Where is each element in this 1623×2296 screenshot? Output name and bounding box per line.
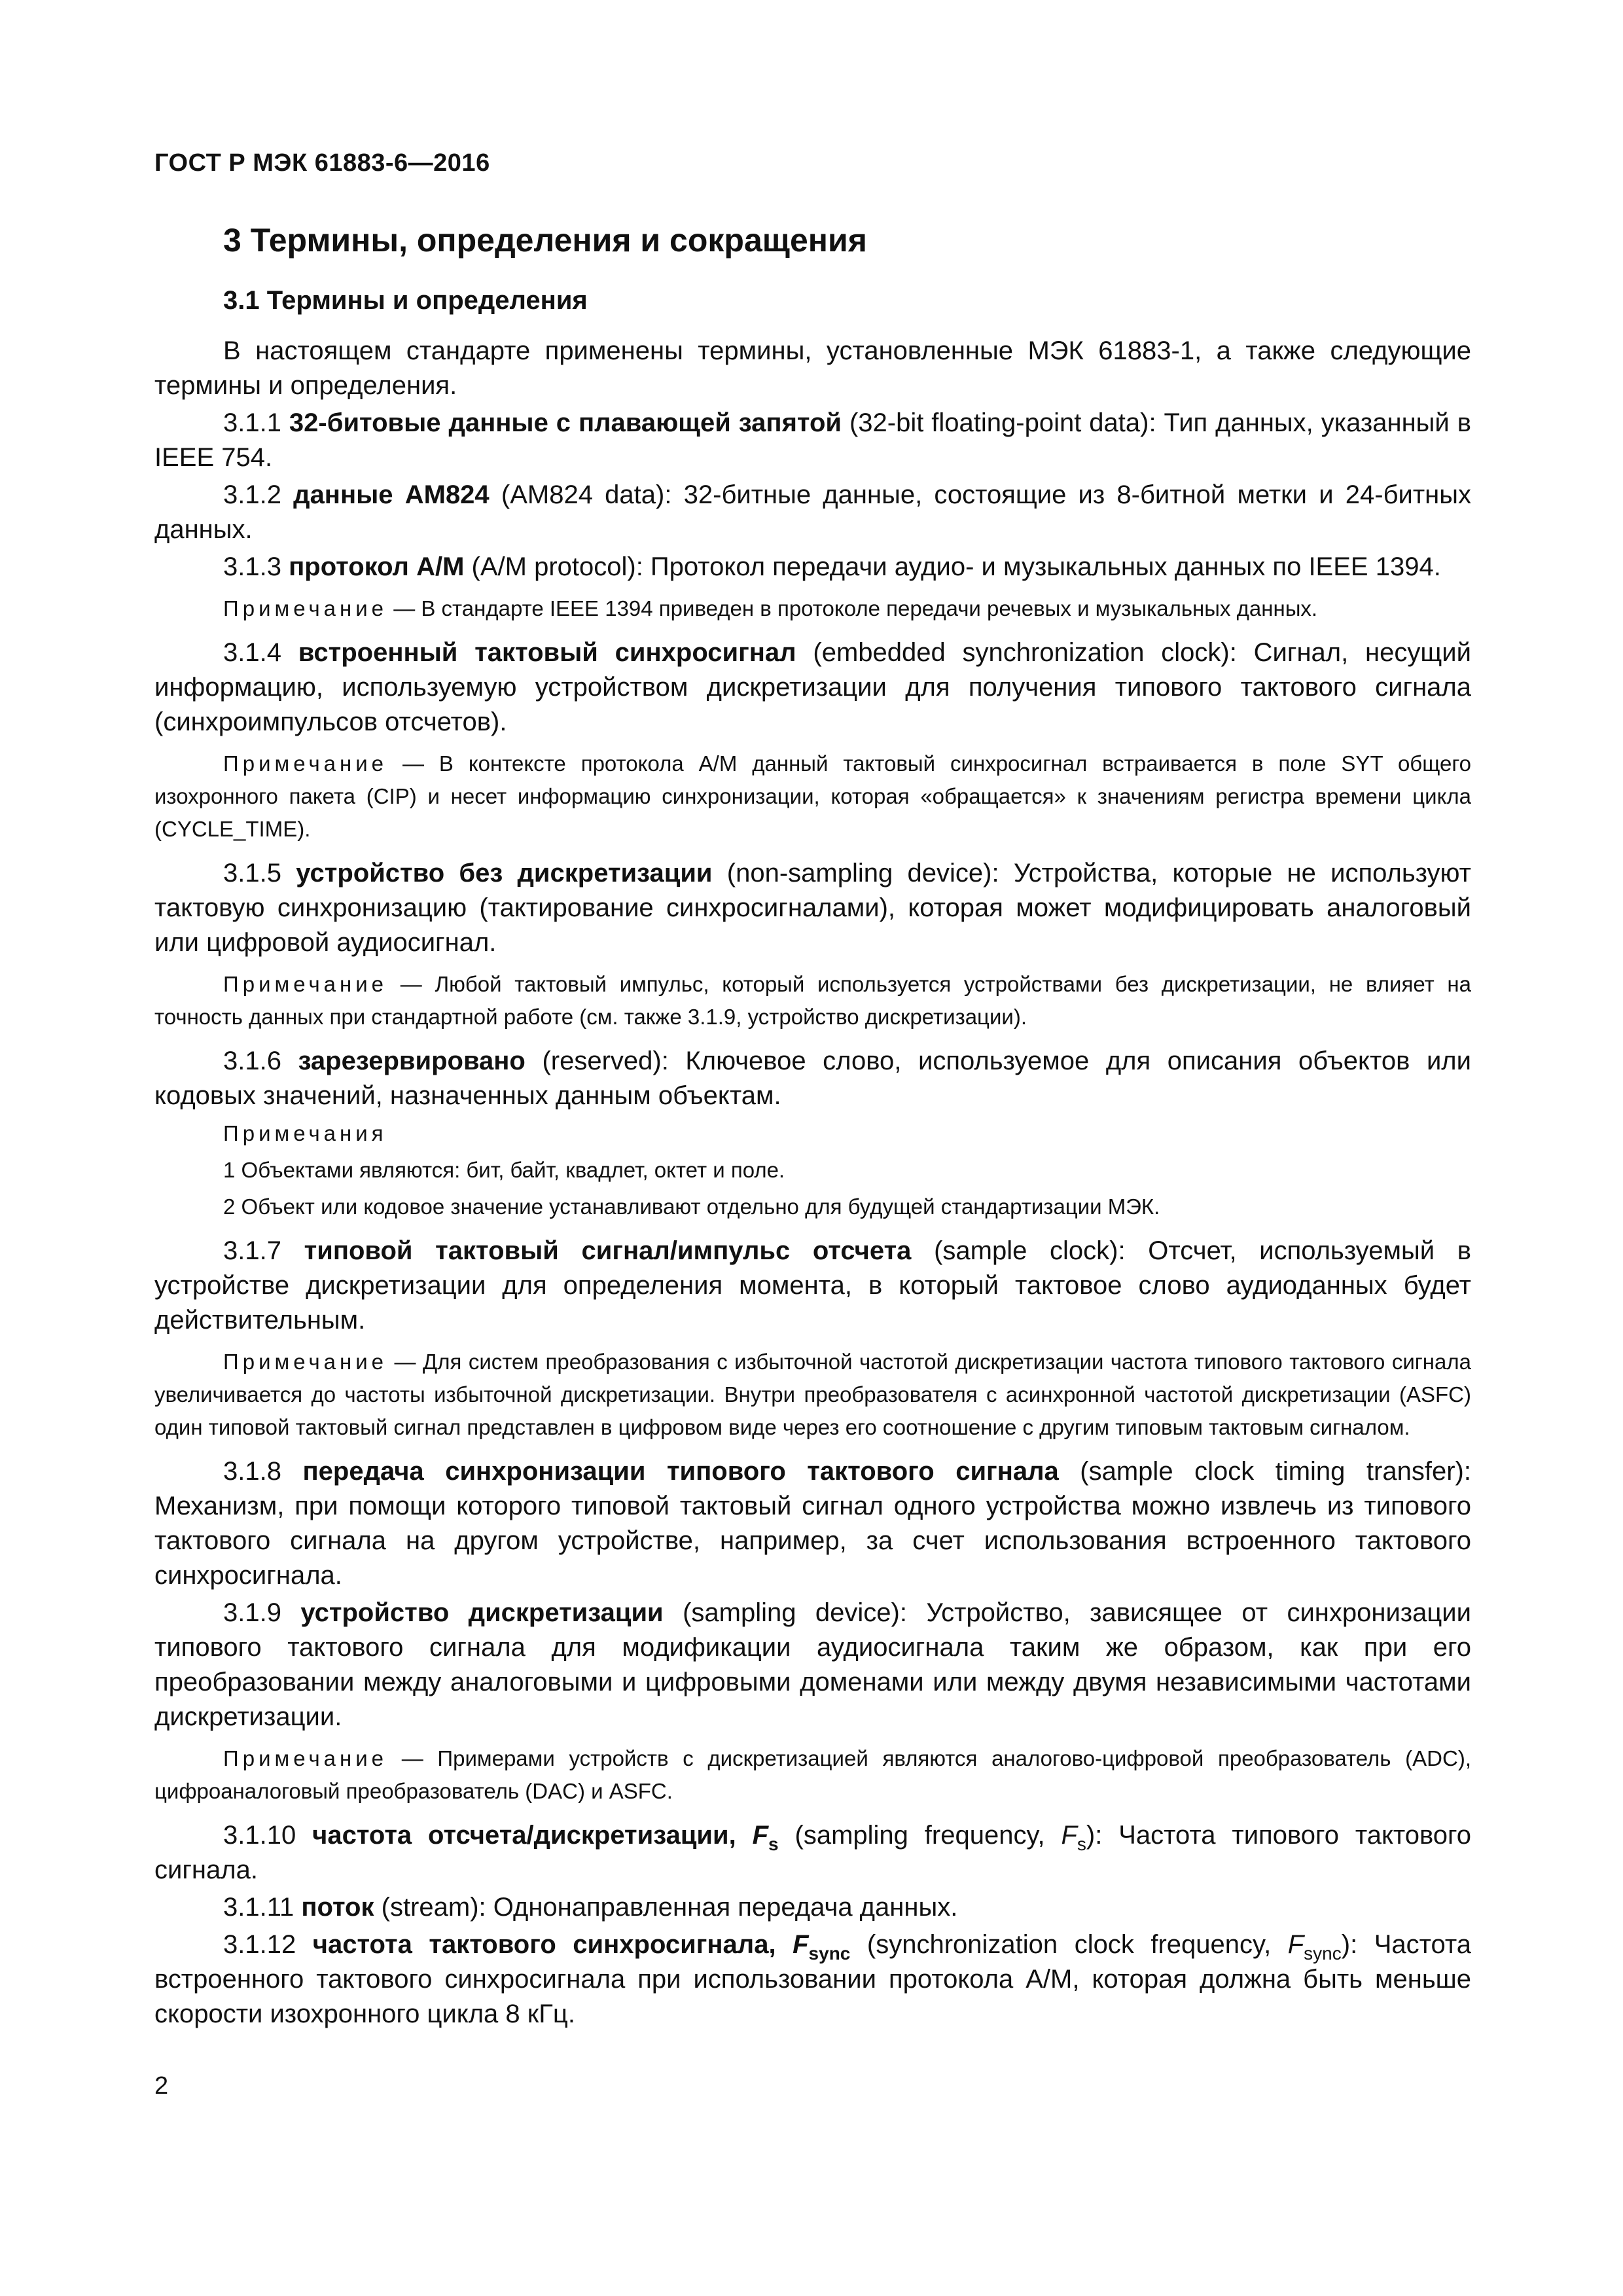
term-definition: (embedded synchronization clock): Сигнал, несущий информацию, используемую устройством дискретизации для получения типового тактового сигнала (синхроимпульсов отсчетов). (154, 638, 1471, 736)
note-3-1-6-item-1: 1 Объектами являются: бит, байт, квадлет, октет и поле. (223, 1158, 785, 1182)
term-definition: (sampling frequency, (794, 1821, 1045, 1850)
note-text: — В стандарте IEEE 1394 приведен в протоколе передачи речевых и музыкальных данных. (393, 596, 1318, 620)
note-text: — Примерами устройств с дискретизацией являются аналогово-цифровой преобразователь (ADC), цифроаналоговый преобразователь (DAC) и ASFC. (154, 1746, 1471, 1803)
note-label: Примечание (223, 1350, 388, 1374)
note-3-1-5 (154, 968, 1471, 1033)
term-number: 3.1.10 (223, 1821, 296, 1850)
term-definition: (32-bit floating-point data): Тип данных, указанный в IEEE 754. (154, 408, 1471, 472)
term-definition: (non-sampling device): Устройства, которые не используют тактовую синхронизацию (тактирование синхросигналами), которая может модифицировать аналоговый или цифровой аудиосигнал. (154, 859, 1471, 957)
term-name: передача синхронизации типового тактового сигнала (302, 1457, 1059, 1486)
term-name: 32-битовые данные с плавающей запятой (289, 408, 842, 437)
notes-heading-3-1-6 (154, 1117, 1471, 1150)
note-text: — Любой тактовый импульс, который используется устройствами без дискретизации, не влияет на точность данных при стандартной работе (см. также 3.1.9, устройство дискретизации). (154, 972, 1471, 1029)
term-definition: (A/M protocol): Протокол передачи аудио- и музыкальных данных по IEEE 1394. (471, 552, 1441, 581)
term-number: 3.1.6 (223, 1047, 281, 1075)
note-label: Примечание (223, 596, 388, 620)
term-number: 3.1.11 (223, 1893, 294, 1922)
term-3-1-1 (154, 406, 1471, 475)
term-definition: (synchronization clock frequency, (866, 1930, 1272, 1959)
note-label: Примечание (223, 972, 388, 996)
note-3-1-7 (154, 1346, 1471, 1444)
term-number: 3.1.7 (223, 1236, 281, 1265)
term-definition: (sampling device): Устройство, зависящее от синхронизации типового тактового сигнала для модификации аудиосигнала таким же образом, как при его преобразовании между аналоговыми и цифровыми доменами или между двумя независимыми частотами дискретизации. (154, 1598, 1471, 1731)
symbol: F (752, 1821, 769, 1850)
note-3-1-9 (154, 1742, 1471, 1808)
intro-paragraph: В настоящем стандарте применены термины, установленные МЭК 61883-1, а также следующие термины и определения. (154, 336, 1471, 400)
term-definition: (sample clock timing transfer): Механизм, при помощи которого типовой тактовый сигнал одного устройства можно извлечь из типового тактового сигнала на другом устройстве, например, за счет использования встроенного тактового синхросигнала. (154, 1457, 1471, 1590)
term-name: типовой тактовый сигнал/импульс отсчета (304, 1236, 912, 1265)
symbol-subscript: sync (808, 1943, 851, 1964)
page-number: 2 (154, 2072, 169, 2100)
note-text: — Для систем преобразования с избыточной частотой дискретизации частота типового тактового сигнала увеличивается до частоты избыточной дискретизации. Внутри преобразователя с асинхронной частотой дискретизации (ASFC) один типовой тактовый сигнал представлен в цифровом виде через его соотношение с другим типовым тактовым сигналом. (154, 1350, 1471, 1439)
term-name: устройство без дискретизации (296, 859, 713, 888)
term-3-1-10 (154, 1818, 1471, 1888)
term-3-1-7 (154, 1234, 1471, 1338)
note-3-1-4 (154, 747, 1471, 846)
document-body (154, 334, 1471, 2034)
symbol-subscript: s (768, 1833, 779, 1854)
term-definition: (reserved): Ключевое слово, используемое для описания объектов или кодовых значений, назначенных данным объектам. (154, 1047, 1471, 1110)
document-header: ГОСТ Р МЭК 61883-6—2016 (154, 149, 490, 177)
term-name: поток (301, 1893, 374, 1922)
symbol-subscript: s (1077, 1833, 1086, 1854)
term-definition: (sample clock): Отсчет, используемый в устройстве дискретизации для определения момента, в который тактовое слово аудиоданных будет действительным. (154, 1236, 1471, 1335)
term-number: 3.1.12 (223, 1930, 296, 1959)
term-number: 3.1.2 (223, 480, 281, 509)
symbol-subscript: sync (1304, 1943, 1342, 1964)
note-label: Примечание (223, 751, 388, 776)
term-name: зарезервировано (298, 1047, 526, 1075)
term-number: 3.1.5 (223, 859, 281, 888)
term-3-1-6 (154, 1044, 1471, 1113)
symbol: F (1287, 1930, 1304, 1959)
term-number: 3.1.1 (223, 408, 281, 437)
term-number: 3.1.4 (223, 638, 281, 667)
term-name: протокол A/M (289, 552, 465, 581)
term-name: встроенный тактовый синхросигнал (298, 638, 796, 667)
subsection-title: 3.1 Термины и определения (223, 286, 588, 315)
section-title: 3 Термины, определения и сокращения (223, 222, 867, 259)
term-name: частота тактового синхросигнала, (312, 1930, 776, 1959)
symbol: F (1061, 1821, 1077, 1850)
notes-label: Примечания (223, 1121, 387, 1145)
term-3-1-5 (154, 856, 1471, 960)
term-3-1-12 (154, 1928, 1471, 2032)
term-name: данные AM824 (293, 480, 490, 509)
symbol: F (793, 1930, 809, 1959)
note-3-1-3 (154, 592, 1471, 625)
term-definition-end: ): Частота типового тактового сигнала. (154, 1821, 1472, 1884)
term-3-1-11 (154, 1890, 1471, 1925)
note-3-1-6-item-2: 2 Объект или кодовое значение устанавливают отдельно для будущей стандартизации МЭК. (223, 1194, 1160, 1219)
term-definition-end: ): Частота встроенного тактового синхросигнала при использовании протокола A/M, которая должна быть меньше скорости изохронного цикла 8 кГц. (154, 1930, 1471, 2028)
term-definition: (stream): Однонаправленная передача данных. (381, 1893, 958, 1922)
term-3-1-8 (154, 1454, 1471, 1593)
term-name: частота отсчета/дискретизации, (312, 1821, 736, 1850)
term-number: 3.1.9 (223, 1598, 281, 1627)
note-label: Примечание (223, 1746, 388, 1770)
term-number: 3.1.8 (223, 1457, 281, 1486)
term-number: 3.1.3 (223, 552, 281, 581)
term-definition: (AM824 data): 32-битные данные, состоящие из 8-битной метки и 24-битных данных. (154, 480, 1471, 544)
term-3-1-4 (154, 636, 1471, 740)
note-text: — В контексте протокола A/M данный тактовый синхросигнал встраивается в поле SYT общего изохронного пакета (CIP) и несет информацию синхронизации, которая «обращается» к значениям регистра времени цикла (CYCLE_TIME). (154, 751, 1471, 841)
term-3-1-9 (154, 1596, 1471, 1734)
term-3-1-3 (154, 550, 1471, 584)
term-3-1-2 (154, 478, 1471, 547)
term-name: устройство дискретизации (300, 1598, 664, 1627)
